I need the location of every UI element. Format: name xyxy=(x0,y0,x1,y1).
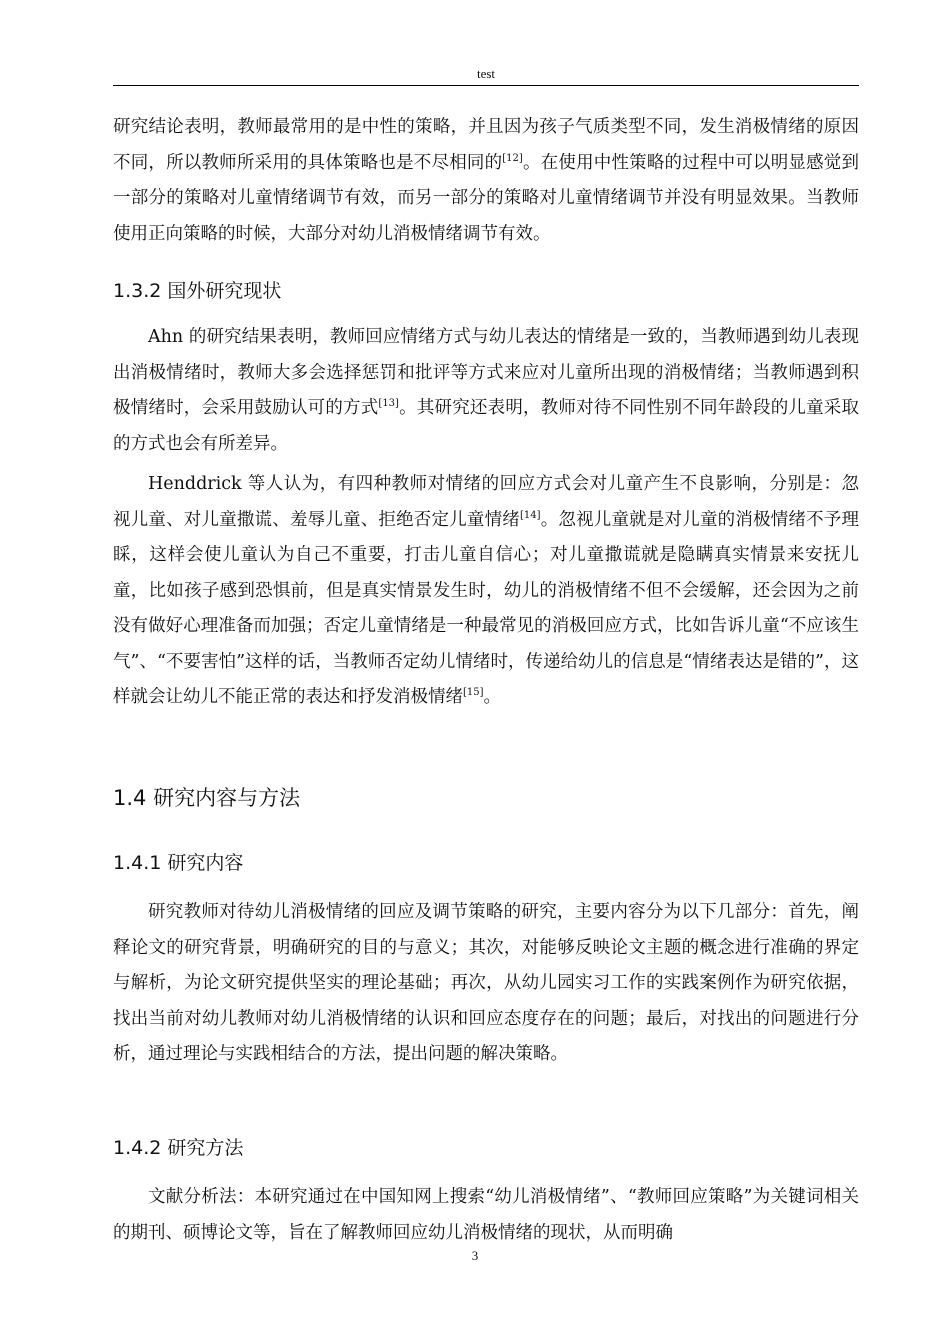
paragraph-text: 。 xyxy=(483,687,502,707)
paragraph-ahn-study xyxy=(113,320,859,462)
paragraph-henddrick-study xyxy=(113,467,859,716)
paragraph-research-method xyxy=(113,1180,859,1251)
paragraph-text: Ahn 的研究结果表明，教师回应情绪方式与幼儿表达的情绪是一致的，当教师遇到幼儿表现出消极情绪时，教师大多会选择惩罚和批评等方式来应对儿童所出现的消极情绪；当教师遇到积极情绪时，会采用鼓励认可的方式 xyxy=(113,327,859,418)
paragraph-text: 文献分析法：本研究通过在中国知网上搜索“幼儿消极情绪”、“教师回应策略”为关键词相关的期刊、硕博论文等，旨在了解教师回应幼儿消极情绪的现状，从而明确 xyxy=(113,1187,859,1243)
section-heading-1-4-2: 1.4.2 研究方法 xyxy=(113,1137,244,1159)
paragraph-text: 。在使用中性策略的过程中可以明显感觉到一部分的策略对儿童情绪调节有效，而另一部分的策略对儿童情绪调节并没有明显效果。当教师使用正向策略的时候，大部分对幼儿消极情绪调节有效。 xyxy=(113,152,860,244)
page-number: 3 xyxy=(471,1248,479,1263)
citation-ref: [13] xyxy=(378,398,399,409)
paragraph-research-content xyxy=(113,895,859,1073)
paragraph-domestic-conclusion xyxy=(113,110,859,252)
citation-ref: [12] xyxy=(502,152,523,164)
paragraph-text: 。忽视儿童就是对儿童的消极情绪不予理睬，这样会使儿童认为自己不重要，打击儿童自信心；对儿童撒谎就是隐瞒真实情景来安抚儿童，比如孩子感到恐惧前，但是真实情景发生时，幼儿的消极情绪不但不会缓解，还会因为之前没有做好心理准备而加强；否定儿童情绪是一种最常见的消极回应方式，比如告诉儿童“不应该生气”、“不要害怕”这样的话，当教师否定幼儿情绪时，传递给幼儿的信息是“情绪表达是错的”，这样就会让幼儿不能正常的表达和抒发消极情绪 xyxy=(113,509,859,707)
paragraph-text: 研究结论表明，教师最常用的是中性的策略，并且因为孩子气质类型不同，发生消极情绪的原因不同，所以教师所采用的具体策略也是不尽相同的 xyxy=(113,117,859,173)
page-header: test xyxy=(113,66,859,86)
paragraph-text: 研究教师对待幼儿消极情绪的回应及调节策略的研究，主要内容分为以下几部分：首先，阐释论文的研究背景，明确研究的目的与意义；其次，对能够反映论文主题的概念进行准确的界定与解析，为论文研究提供坚实的理论基础；再次，从幼儿园实习工作的实践案例作为研究依据，找出当前对幼儿教师对幼儿消极情绪的认识和回应态度存在的问题；最后，对找出的问题进行分析，通过理论与实践相结合的方法，提出问题的解决策略。 xyxy=(113,902,859,1064)
citation-ref: [14] xyxy=(519,509,541,521)
paragraph-text: 。其研究还表明，教师对待不同性别不同年龄段的儿童采取的方式也会有所差异。 xyxy=(113,398,860,454)
section-heading-1-4-1: 1.4.1 研究内容 xyxy=(113,852,244,874)
citation-ref: [15] xyxy=(463,687,484,698)
section-heading-1-4: 1.4 研究内容与方法 xyxy=(113,786,301,810)
paragraph-text: Henddrick 等人认为，有四种教师对情绪的回应方式会对儿童产生不良影响，分别是：忽视儿童、对儿童撒谎、羞辱儿童、拒绝否定儿童情绪 xyxy=(113,474,859,530)
section-heading-1-3-2: 1.3.2 国外研究现状 xyxy=(113,280,282,302)
